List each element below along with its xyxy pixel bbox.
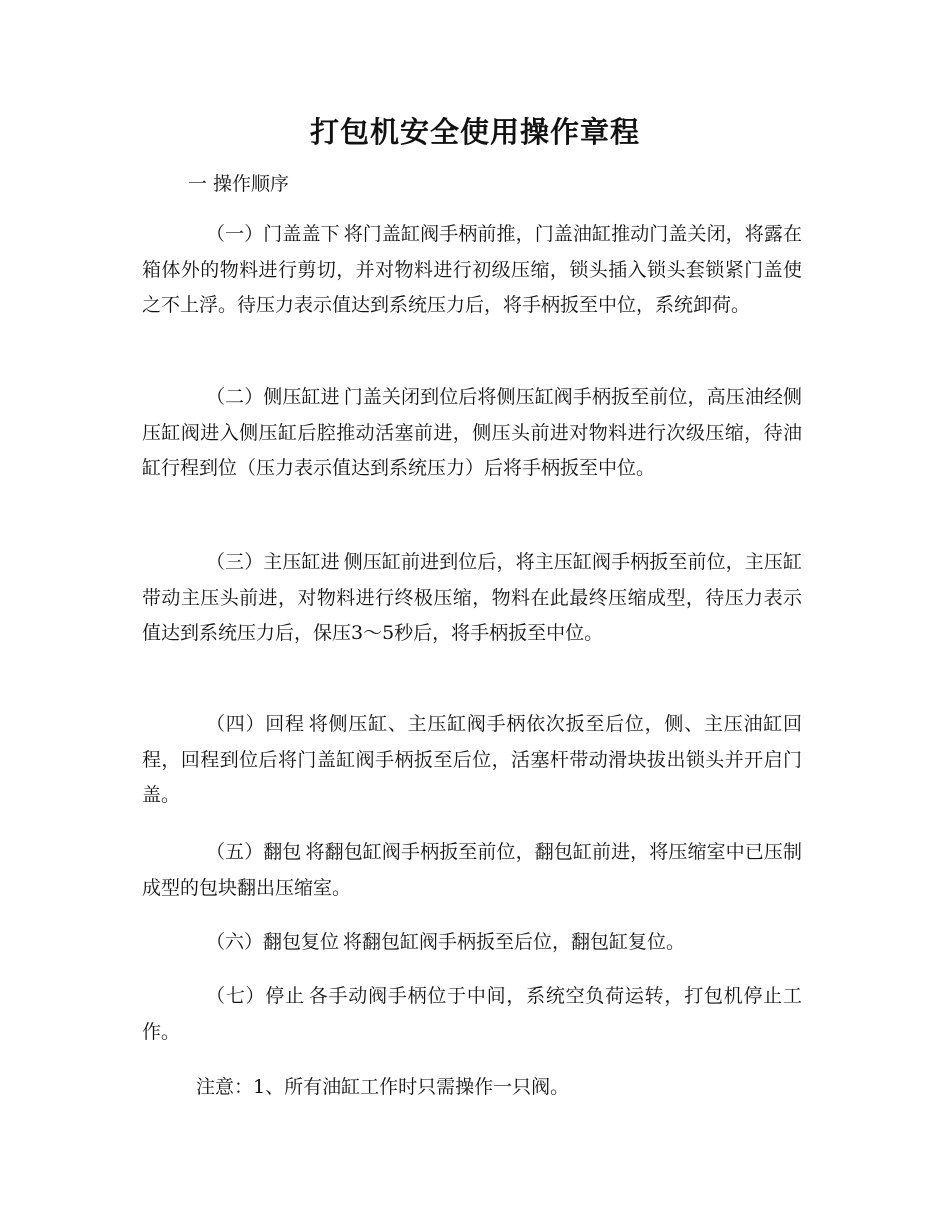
step-label-3: （三）主压缸进 bbox=[206, 551, 340, 573]
step-text-5: 将翻包缸阀手柄扳至前位，翻包缸前进，将压缩室中已压制成型的包块翻出压缩室。 bbox=[142, 841, 802, 899]
step-label-6: （六）翻包复位 bbox=[206, 931, 340, 953]
step-label-4: （四）回程 bbox=[206, 713, 305, 735]
step-label-1: （一）门盖盖下 bbox=[206, 223, 340, 245]
step-paragraph-5 bbox=[142, 835, 802, 906]
step-text-2: 门盖关闭到位后将侧压缸阀手柄扳至前位，高压油经侧压缸阀进入侧压缸后腔推动活塞前进，侧压头前进对物料进行次级压缩，待油缸行程到位（压力表示值达到系统压力）后将手柄扳至中位。 bbox=[142, 386, 802, 479]
step-paragraph-1 bbox=[142, 217, 802, 324]
step-paragraph-2 bbox=[142, 380, 802, 487]
step-text-7: 各手动阀手柄位于中间，系统空负荷运转，打包机停止工作。 bbox=[142, 985, 802, 1043]
step-paragraph-4 bbox=[142, 707, 802, 814]
step-text-3: 侧压缸前进到位后，将主压缸阀手柄扳至前位，主压缸带动主压头前进，对物料进行终极压缩，物料在此最终压缩成型，待压力表示值达到系统压力后，保压3～5秒后，将手柄扳至中位。 bbox=[142, 551, 802, 644]
step-paragraph-6 bbox=[142, 925, 802, 961]
step-paragraph-7 bbox=[142, 979, 802, 1050]
step-label-2: （二）侧压缸进 bbox=[206, 386, 340, 408]
section-heading: 一 操作顺序 bbox=[188, 173, 290, 195]
step-label-7: （七）停止 bbox=[206, 985, 305, 1007]
step-text-1: 将门盖缸阀手柄前推，门盖油缸推动门盖关闭，将露在箱体外的物料进行剪切，并对物料进行初级压缩，锁头插入锁头套锁紧门盖使之不上浮。待压力表示值达到系统压力后，将手柄扳至中位，系统卸荷。 bbox=[142, 223, 802, 316]
note-text: 注意：1、所有油缸工作时只需操作一只阀。 bbox=[196, 1076, 570, 1098]
document-title: 打包机安全使用操作章程 bbox=[309, 115, 640, 149]
step-text-6: 将翻包缸阀手柄扳至后位，翻包缸复位。 bbox=[343, 931, 686, 953]
step-label-5: （五）翻包 bbox=[206, 841, 302, 863]
step-text-4: 将侧压缸、主压缸阀手柄依次扳至后位，侧、主压油缸回程，回程到位后将门盖缸阀手柄扳至后位，活塞杆带动滑块拔出锁头并开启门盖。 bbox=[142, 713, 802, 806]
step-paragraph-3 bbox=[142, 545, 802, 652]
